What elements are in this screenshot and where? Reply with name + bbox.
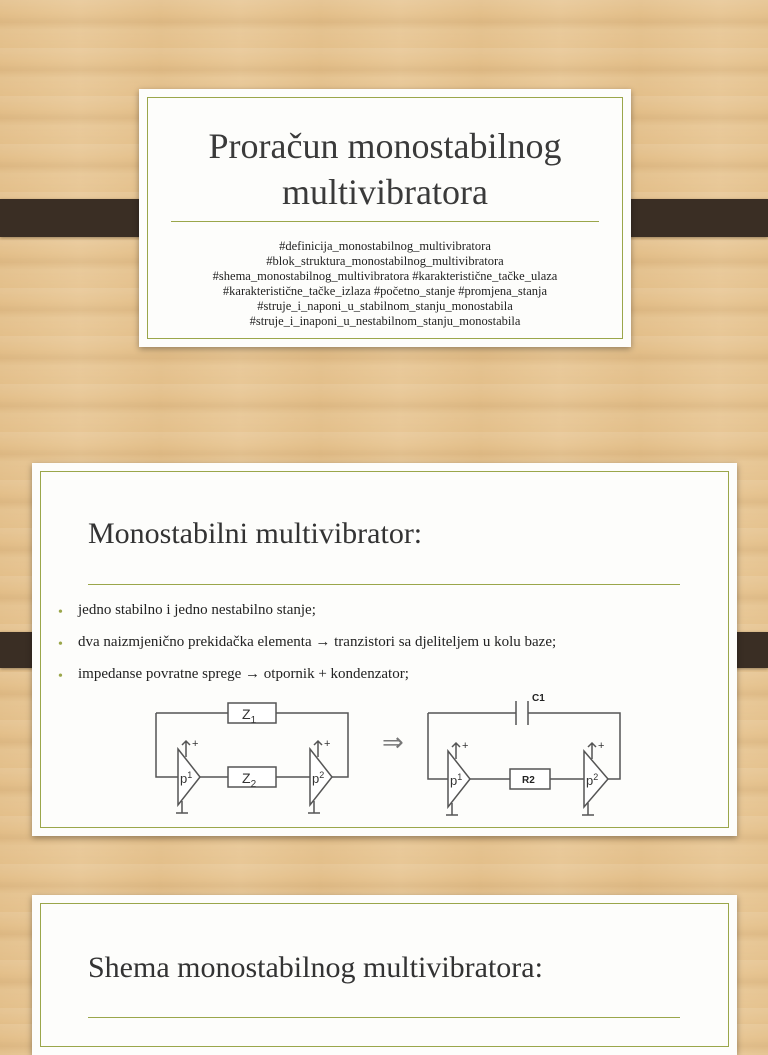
rc-circuit-diagram [422, 689, 632, 819]
plus-label: + [598, 740, 605, 752]
bullet-text: dva naizmjenično prekidačka elementa → tranzistori sa djeliteljem u kolu baze; [78, 634, 557, 650]
list-item [54, 599, 556, 631]
hashtag-line: #definicija_monostabilnog_multivibratora [279, 239, 491, 253]
hashtag-line: #karakteristične_tačke_izlaza #početno_stanje #promjena_stanja [222, 284, 548, 298]
hashtag-list [159, 239, 611, 329]
slide-title [139, 123, 631, 215]
plus-label: + [462, 740, 469, 752]
plus-label: + [192, 738, 199, 750]
bullet-text: jedno stabilno i jedno nestabilno stanje; [78, 602, 316, 618]
p1-label: $p^1$ [180, 770, 193, 786]
implies-arrow-icon: ⇒ [382, 728, 404, 758]
r2-label: R2 [522, 775, 535, 786]
title-divider [88, 1017, 680, 1018]
z1-label: $Z_1$ [242, 706, 257, 726]
bullet-icon: • [58, 605, 63, 620]
title-line-1: Proračun monostabilnog [208, 126, 562, 166]
hashtag-line: #struje_i_inaponi_u_nestabilnom_stanju_monostabila [249, 314, 521, 328]
slide-title: Shema monostabilnog multivibratora: [88, 951, 543, 984]
block-diagram [152, 691, 362, 819]
p2-label: $p^2$ [586, 772, 599, 788]
slide-2[interactable] [32, 463, 737, 836]
bullet-icon: • [58, 669, 63, 684]
plus-label: + [324, 738, 331, 750]
bullet-list [54, 599, 556, 695]
title-divider [171, 221, 599, 222]
list-item [54, 631, 556, 663]
bullet-icon: • [58, 637, 63, 652]
slide-3[interactable] [32, 895, 737, 1055]
hashtag-line: #shema_monostabilnog_multivibratora #karakteristične_tačke_ulaza [212, 269, 558, 283]
hashtag-line: #blok_struktura_monostabilnog_multivibratora [266, 254, 504, 268]
c1-label: C1 [532, 693, 545, 704]
binder-strap-left-1 [0, 199, 156, 237]
slide-1[interactable] [139, 89, 631, 347]
p1-label: $p^1$ [450, 772, 463, 788]
z2-label: $Z_2$ [242, 770, 257, 790]
p2-label: $p^2$ [312, 770, 325, 786]
binder-strap-right-1 [612, 199, 768, 237]
slide-title: Monostabilni multivibrator: [88, 517, 423, 550]
bullet-text: impedanse povratne sprege → otpornik + kondenzator; [78, 666, 409, 682]
title-line-2: multivibratora [282, 172, 488, 212]
hashtag-line: #struje_i_naponi_u_stabilnom_stanju_monostabila [257, 299, 513, 313]
title-divider [88, 584, 680, 585]
